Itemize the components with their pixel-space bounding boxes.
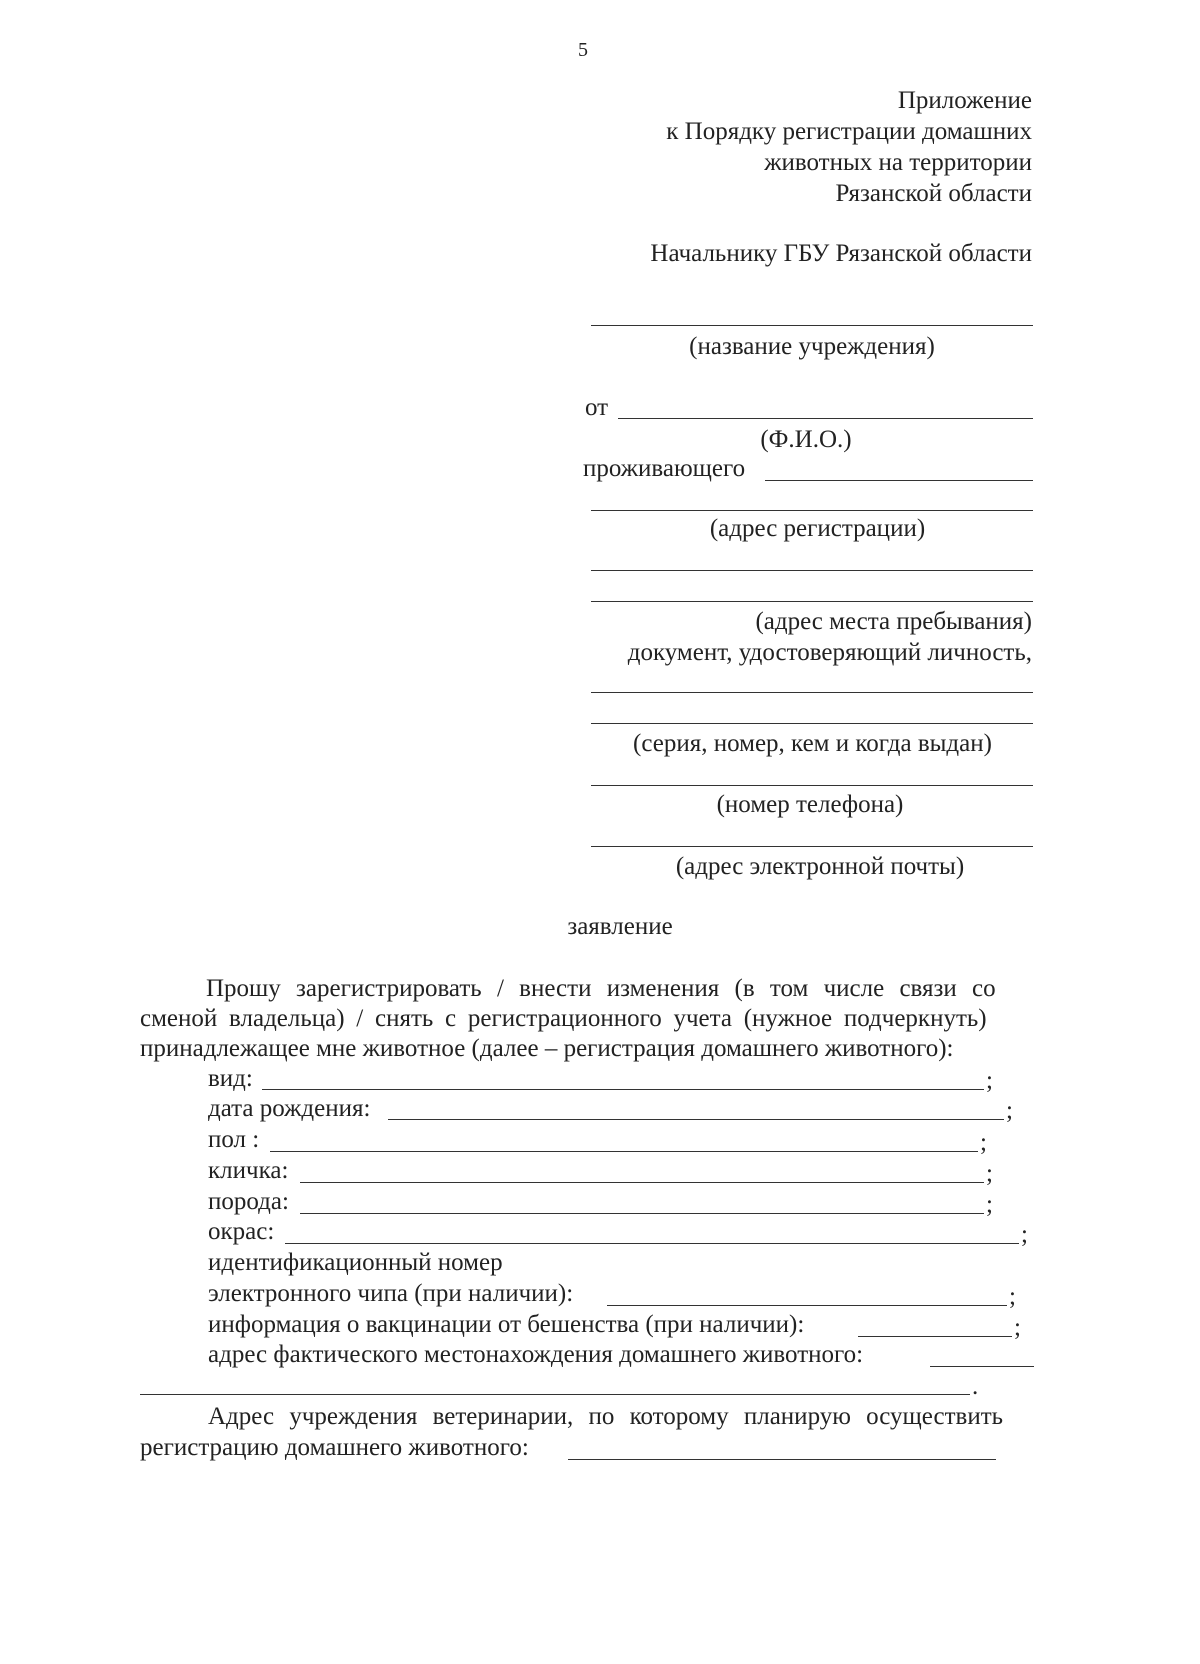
- birth-date-label: дата рождения:: [208, 1095, 371, 1122]
- request-line-1: Прошу зарегистрировать / внести изменения (в том числе связи со: [206, 975, 996, 1002]
- vaccination-blank[interactable]: [858, 1336, 1012, 1337]
- appendix-line-2: к Порядку регистрации домашних: [666, 118, 1032, 145]
- id-doc-caption: (серия, номер, кем и когда выдан): [633, 730, 992, 757]
- color-blank[interactable]: [285, 1243, 1019, 1244]
- page-number: 5: [578, 39, 588, 61]
- appendix-line-4: Рязанской области: [835, 180, 1032, 207]
- id-doc-blank-2[interactable]: [591, 723, 1033, 724]
- birth-date-semicolon: ;: [1006, 1097, 1013, 1124]
- nickname-blank[interactable]: [300, 1182, 984, 1183]
- species-blank[interactable]: [262, 1089, 984, 1090]
- fio-caption: (Ф.И.О.): [760, 426, 852, 453]
- vet-line-1: Адрес учреждения ветеринарии, по которому планирую осуществить: [208, 1403, 1004, 1430]
- chip-blank[interactable]: [607, 1305, 1007, 1306]
- email-blank[interactable]: [591, 846, 1033, 847]
- from-label: от: [585, 394, 609, 421]
- institution-caption: (название учреждения): [689, 333, 935, 360]
- nickname-semicolon: ;: [986, 1160, 993, 1187]
- vet-blank[interactable]: [568, 1459, 996, 1460]
- phone-blank[interactable]: [591, 785, 1033, 786]
- vaccination-semicolon: ;: [1014, 1314, 1021, 1341]
- statement-title: заявление: [567, 913, 673, 940]
- request-line-2: сменой владельца) / снять с регистрационного учета (нужное подчеркнуть): [140, 1005, 987, 1032]
- nickname-label: кличка:: [208, 1157, 289, 1184]
- id-doc-label: документ, удостоверяющий личность,: [627, 639, 1032, 666]
- color-semicolon: ;: [1021, 1221, 1028, 1248]
- location-blank-1[interactable]: [930, 1366, 1034, 1367]
- appendix-line-1: Приложение: [897, 87, 1032, 114]
- chip-label-line-2: электронного чипа (при наличии):: [208, 1280, 574, 1307]
- stay-address-caption: (адрес места пребывания): [755, 608, 1032, 635]
- species-label: вид:: [208, 1065, 253, 1092]
- breed-blank[interactable]: [300, 1213, 984, 1214]
- reg-address-blank[interactable]: [591, 510, 1033, 511]
- sex-blank[interactable]: [270, 1151, 978, 1152]
- appendix-line-3: животных на территории: [764, 149, 1032, 176]
- email-caption: (адрес электронной почты): [675, 853, 965, 880]
- sex-label: пол :: [208, 1126, 260, 1153]
- breed-semicolon: ;: [986, 1191, 993, 1218]
- residing-label: проживающего: [583, 455, 746, 482]
- vaccination-label: информация о вакцинации от бешенства (при наличии):: [208, 1311, 805, 1338]
- phone-caption: (номер телефона): [716, 791, 904, 818]
- breed-label: порода:: [208, 1188, 289, 1215]
- stay-address-blank-1[interactable]: [591, 570, 1033, 571]
- location-blank-2[interactable]: [140, 1394, 970, 1395]
- sex-semicolon: ;: [980, 1129, 987, 1156]
- id-doc-blank-1[interactable]: [591, 692, 1033, 693]
- location-period: .: [972, 1373, 979, 1400]
- species-semicolon: ;: [986, 1067, 993, 1094]
- residing-blank[interactable]: [765, 480, 1033, 481]
- birth-date-blank[interactable]: [388, 1119, 1004, 1120]
- color-label: окрас:: [208, 1218, 275, 1245]
- chip-label-line-1: идентификационный номер: [208, 1249, 503, 1276]
- addressee-to: Начальнику ГБУ Рязанской области: [650, 240, 1032, 267]
- institution-blank[interactable]: [591, 325, 1033, 326]
- vet-line-2: регистрацию домашнего животного:: [140, 1434, 529, 1461]
- location-label: адрес фактического местонахождения домашнего животного:: [208, 1341, 864, 1368]
- reg-address-caption: (адрес регистрации): [709, 515, 926, 542]
- fio-blank[interactable]: [618, 418, 1033, 419]
- stay-address-blank-2[interactable]: [591, 601, 1033, 602]
- chip-semicolon: ;: [1009, 1283, 1016, 1310]
- request-line-3: принадлежащее мне животное (далее – регистрация домашнего животного):: [140, 1035, 954, 1062]
